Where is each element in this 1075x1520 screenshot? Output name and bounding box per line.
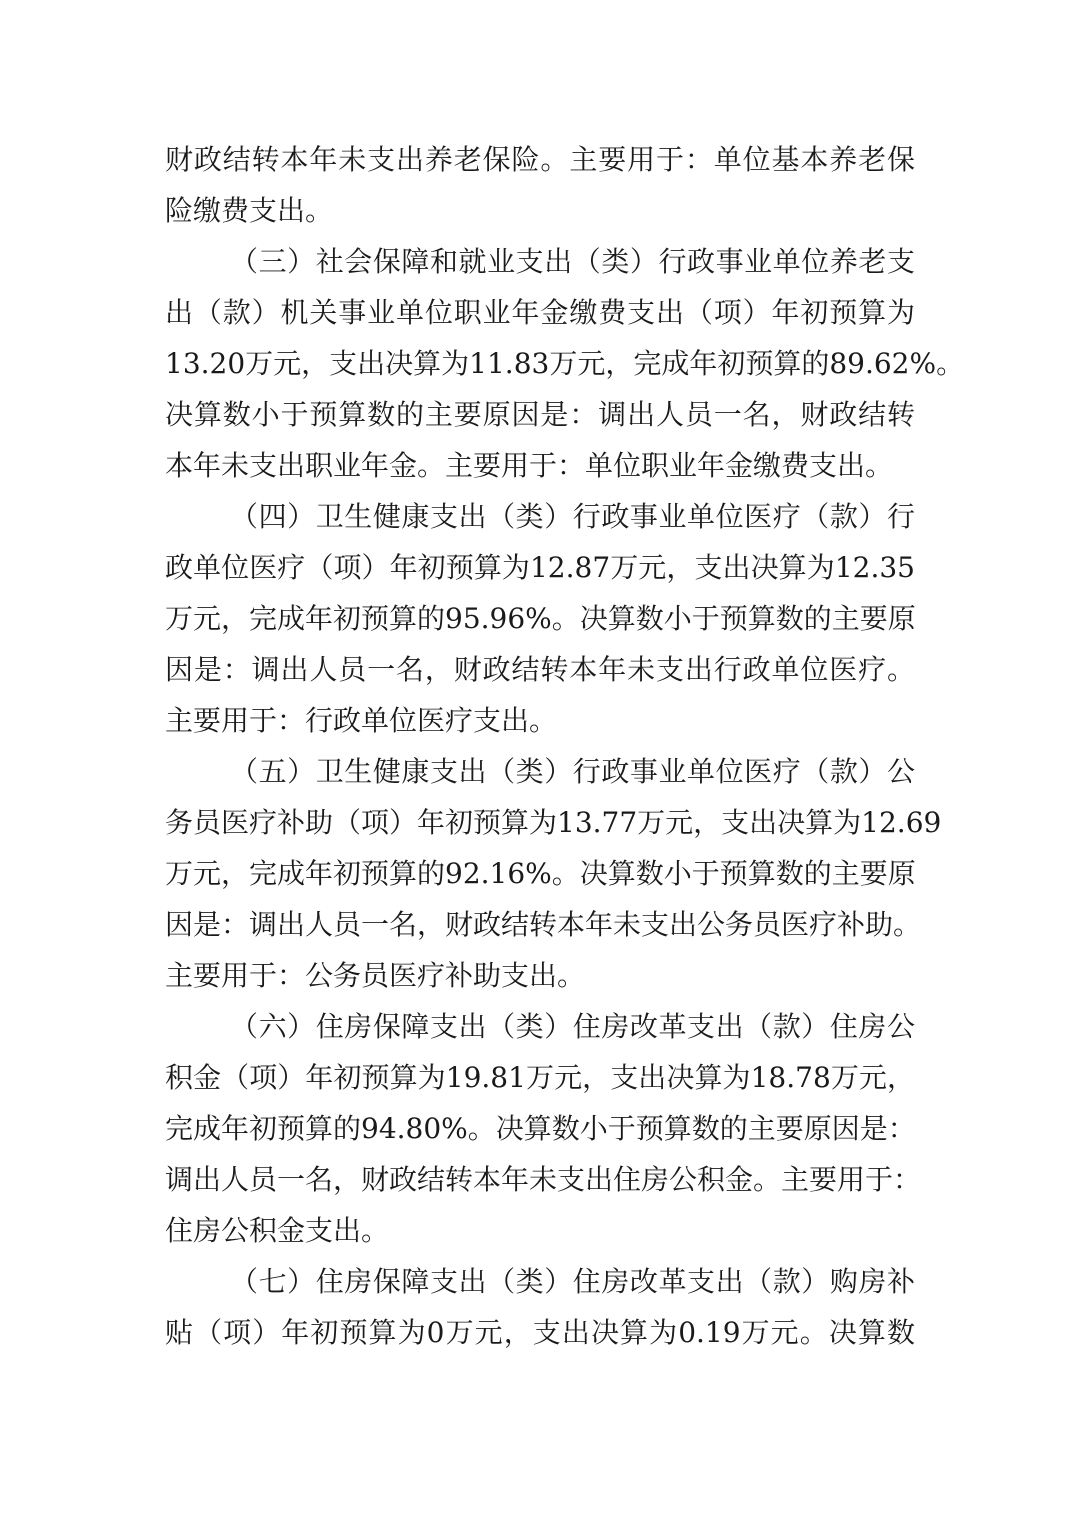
document-body: [165, 134, 965, 1358]
text-line: 本年未支出职业年金。主要用于：单位职业年金缴费支出。: [165, 449, 894, 482]
text-line: 政单位医疗（项）年初预算为12.87万元，支出决算为12.35: [165, 551, 915, 584]
text-line: 万元，完成年初预算的92.16%。决算数小于预算数的主要原: [165, 857, 916, 890]
text-line: 财政结转本年未支出养老保险。主要用于：单位基本养老保: [165, 143, 915, 176]
paragraph-heading-5: （五）卫生健康支出（类）行政事业单位医疗（款）公: [230, 755, 915, 788]
text-line: 主要用于：公务员医疗补助支出。: [165, 959, 586, 992]
text-line: 出（款）机关事业单位职业年金缴费支出（项）年初预算为: [165, 296, 915, 329]
text-line: 务员医疗补助（项）年初预算为13.77万元，支出决算为12.69: [165, 806, 942, 839]
paragraph-heading-7: （七）住房保障支出（类）住房改革支出（款）购房补: [230, 1265, 915, 1298]
text-line: 险缴费支出。: [165, 194, 334, 227]
text-line: 万元，完成年初预算的95.96%。决算数小于预算数的主要原: [165, 602, 916, 635]
paragraph-heading-6: （六）住房保障支出（类）住房改革支出（款）住房公: [230, 1010, 915, 1043]
paragraph-heading-3: （三）社会保障和就业支出（类）行政事业单位养老支: [230, 245, 915, 278]
text-line: 主要用于：行政单位医疗支出。: [165, 704, 558, 737]
text-line: 因是：调出人员一名，财政结转本年未支出公务员医疗补助。: [165, 908, 922, 941]
text-line: 住房公积金支出。: [165, 1214, 390, 1247]
text-line: 贴（项）年初预算为0万元，支出决算为0.19万元。决算数: [165, 1316, 915, 1349]
text-line: 完成年初预算的94.80%。决算数小于预算数的主要原因是：: [165, 1112, 916, 1145]
text-line: 因是：调出人员一名，财政结转本年未支出行政单位医疗。: [165, 653, 915, 686]
text-line: 决算数小于预算数的主要原因是：调出人员一名，财政结转: [165, 398, 915, 431]
text-line: 调出人员一名，财政结转本年未支出住房公积金。主要用于：: [165, 1163, 922, 1196]
text-line: 积金（项）年初预算为19.81万元，支出决算为18.78万元，: [165, 1061, 915, 1094]
paragraph-heading-4: （四）卫生健康支出（类）行政事业单位医疗（款）行: [230, 500, 915, 533]
text-line: 13.20万元，支出决算为11.83万元，完成年初预算的89.62%。: [165, 347, 965, 380]
